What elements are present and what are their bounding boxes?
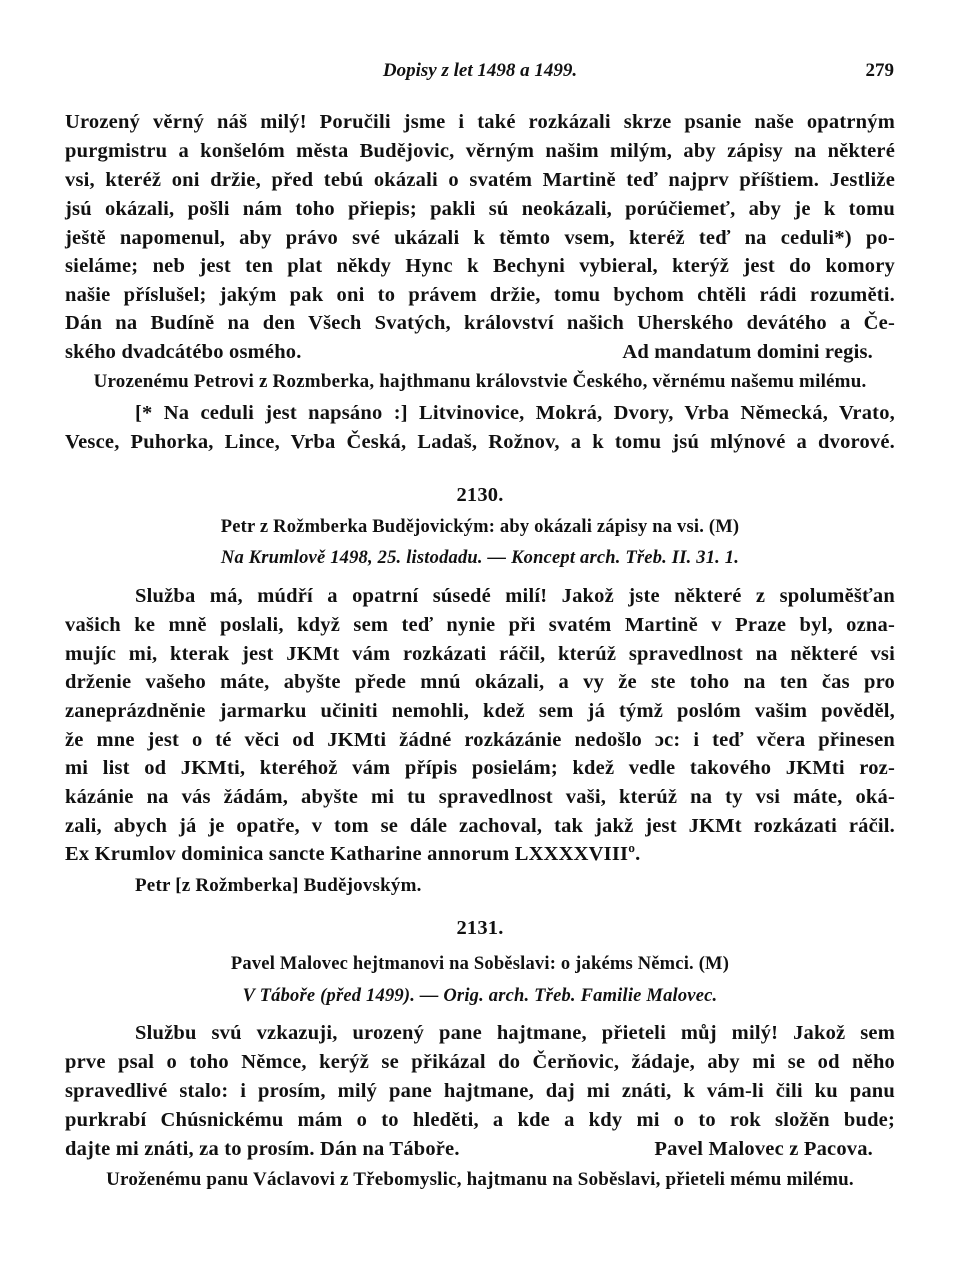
- entry-line: zaneprázdněnie jarmarku učiniti nemohli, kdež sem já týmž poslóm vašim pověděl,: [65, 700, 895, 722]
- entry-summary: Pavel Malovec hejtmanovi na Soběslavi: o jakéms Němci. (M): [230, 954, 730, 974]
- letter-address: Urozenému Petrovi z Rozmberka, hajthmanu královstvie Českého, věrnému našemu milému.: [93, 371, 867, 392]
- entry-line: kázánie na vás žádám, abyšte mi tu spravedlnost vaši, kterúž na ty vsi máte, oká-: [65, 786, 895, 808]
- letter-line: Dán na Budíně na den Všech Svatých, království našich Uherského devátého a Če-: [65, 312, 895, 334]
- entry-summary: Petr z Rožmberka Budějovickým: aby okázali zápisy na vsi. (M): [220, 517, 740, 537]
- entry-number: 2130.: [456, 484, 504, 506]
- entry-signature: Pavel Malovec z Pacova.: [654, 1138, 873, 1160]
- footnote-line: Vesce, Puhorka, Lince, Vrba Česká, Ladaš, Rožnov, a k tomu jsú mlýnové a dvorové.: [65, 431, 895, 453]
- entry-line: drženie vašeho máte, abyšte přede mnú okázali, a vy že ste toho na ten čas pro: [65, 671, 895, 693]
- entry-source: V Táboře (před 1499). — Orig. arch. Třeb. Familie Malovec.: [242, 986, 718, 1006]
- letter-line: sieláme; neb jest ten plat někdy Hync k Bechyni vybieral, kterýž jest do komory: [65, 255, 895, 277]
- letter-line: purgmistru a konšelóm města Budějovic, věrným našim milým, aby zápisy na některé: [65, 140, 895, 162]
- entry-line: prve psal o toho Němce, kerýž se přikázal do Čerňovic, žádaje, aby mi se od něho: [65, 1051, 895, 1073]
- running-header-title: Dopisy z let 1498 a 1499.: [382, 60, 578, 81]
- entry-line: že mne jest o té věci od JKMti žádné rozkázánie nedošlo ɔc: i teď včera přinesen: [65, 729, 895, 751]
- letter-closing-date: ského dvadcátébo osmého.: [65, 341, 302, 363]
- entry-line: Službu svú vzkazuji, urozený pane hajtmane, přieteli můj milý! Jakož sem: [135, 1022, 895, 1044]
- letter-line: Urozený věrný náš milý! Poručili jsme i také rozkázali skrze psanie naše opatrným: [65, 111, 895, 133]
- entry-closing: Ex Krumlov dominica sancte Katharine annorum LXXXXVIIIº.: [65, 843, 641, 865]
- entry-line: purkrabí Chúsnickému mám o to hleděti, a kde a kdy mi o to rok složěn bude;: [65, 1109, 895, 1131]
- letter-line: jsú okázali, pošli nám toho přiepis; pakli sú neokázali, porúčiemeť, aby je k tomu: [65, 198, 895, 220]
- entry-line: zali, abych já je opatře, v tom se dále zachoval, tak jakž jest JKMt rozkázati ráčil.: [65, 815, 895, 837]
- letter-line: vsi, kteréž oni držie, před tebú okázali o svatém Martině teď najprv příštiem. Jestliže: [65, 169, 895, 191]
- letter-mandate: Ad mandatum domini regis.: [622, 341, 873, 363]
- entry-line: spravedlivé stalo: i prosím, milý pane hajtmane, daj mi znáti, k vám-li čili ku panu: [65, 1080, 895, 1102]
- entry-line: Služba má, múdří a opatrní súsedé milí! Jakož jste některé z spolumĕšťan: [135, 585, 895, 607]
- entry-line: mi list od JKMti, kteréhož vám přípis posielám; kdež vedle takového JKMti roz-: [65, 757, 895, 779]
- entry-number: 2131.: [456, 917, 504, 939]
- entry-signature: Petr [z Rožmberka] Budějovským.: [135, 875, 422, 896]
- letter-line: ještě napomenul, aby právo své ukázali k těmto vsem, kteréž teď na ceduli*) po-: [65, 227, 895, 249]
- page-number: 279: [865, 60, 894, 81]
- entry-closing: dajte mi znáti, za to prosím. Dán na Táboře.: [65, 1138, 460, 1160]
- entry-line: vašich ke mně poslali, když sem teď nynie při svatém Martině v Praze byl, ozna-: [65, 614, 895, 636]
- footnote-line: [* Na ceduli jest napsáno :] Litvinovice, Mokrá, Dvory, Vrba Německá, Vrato,: [135, 402, 895, 424]
- entry-line: mujíc mi, kterak jest JKMt vám rozkázati ráčil, kterúž spravedlnost na některé vsi: [65, 643, 895, 665]
- entry-source: Na Krumlově 1498, 25. listodadu. — Koncept arch. Třeb. II. 31. 1.: [220, 548, 740, 568]
- letter-line: našie příslušel; jakým pak oni to právem držie, tomu bychom chtěli rádi rozuměti.: [65, 284, 895, 306]
- entry-address: Uroženému panu Václavovi z Třebomyslic, hajtmanu na Soběslavi, přieteli mému milému.: [106, 1169, 854, 1190]
